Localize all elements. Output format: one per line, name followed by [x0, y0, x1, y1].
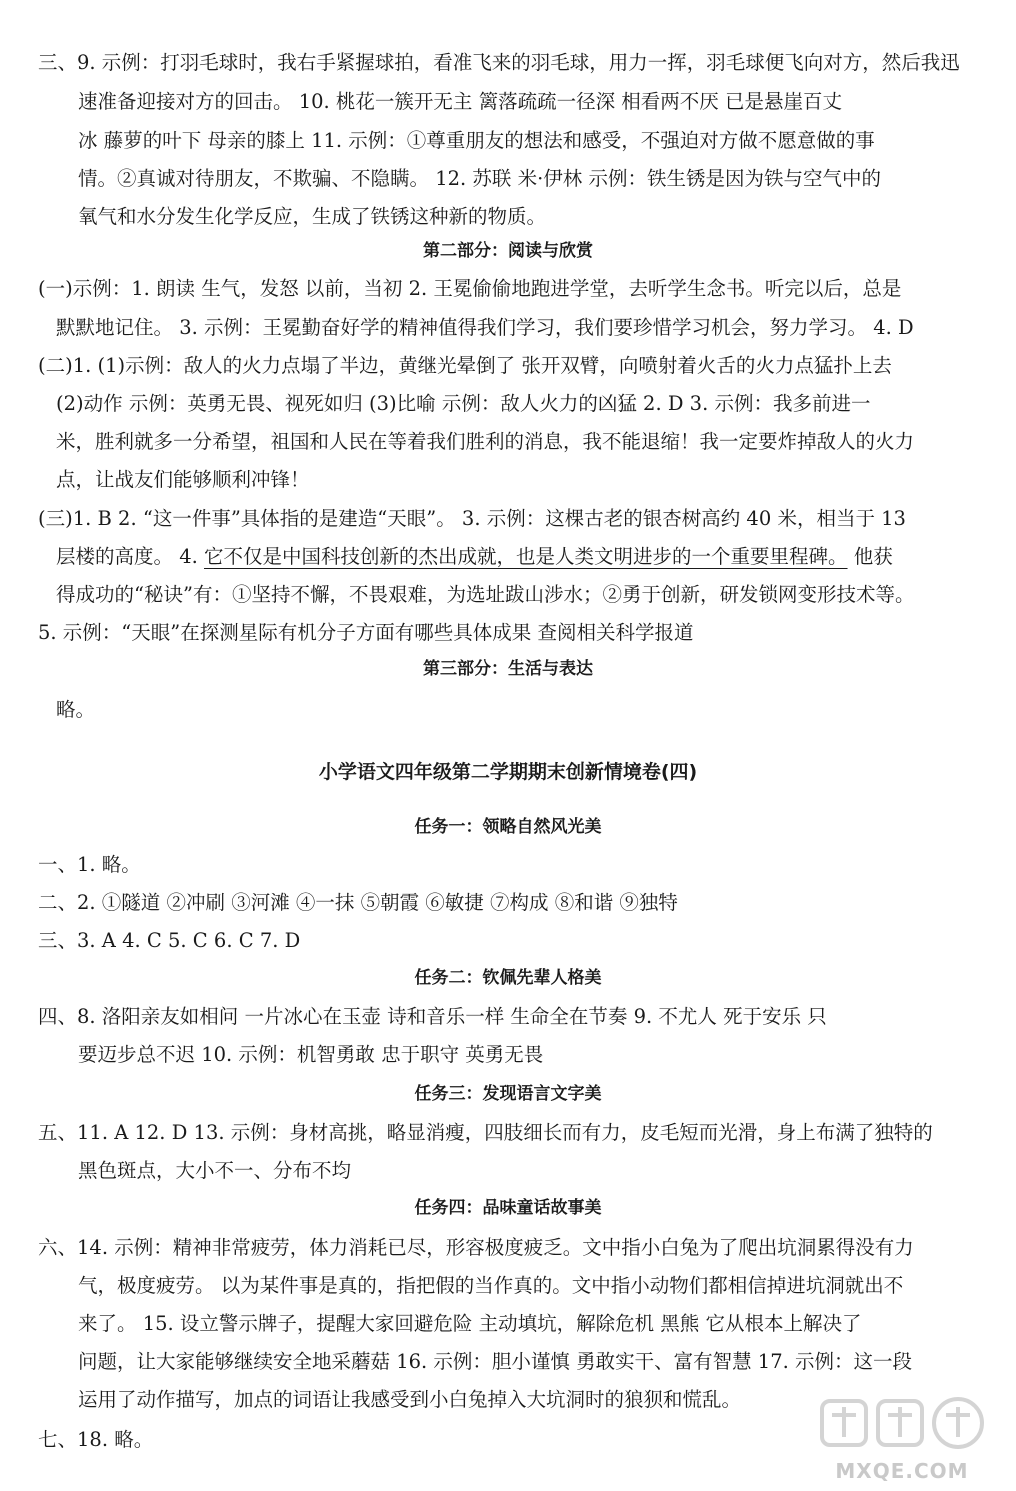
- answer-line: 三、3. A 4. C 5. C 6. C 7. D: [38, 929, 301, 952]
- task-title: 任务一：领略自然风光美: [414, 817, 602, 837]
- task-title: 任务四：品味童话故事美: [414, 1198, 602, 1218]
- answer-line: (二)1. (1)示例：敌人的火力点塌了半边，黄继光晕倒了 张开双臂，向喷射着火舌的火力点猛扑上去: [38, 354, 892, 377]
- answer-line: 略。: [56, 698, 96, 721]
- task-title: 任务二：钦佩先辈人格美: [414, 968, 602, 988]
- answer-line: 黑色斑点，大小不一、分布不均: [78, 1159, 352, 1182]
- answer-line: 来了。 15. 设立警示牌子，提醒大家回避危险 主动填坑，解除危机 黑熊 它从根本上解决了: [78, 1312, 862, 1335]
- answer-line: 七、18. 略。: [38, 1428, 154, 1451]
- answer-line: 点，让战友们能够顺利冲锋！: [56, 468, 310, 491]
- watermark-badge-icon: [812, 1393, 992, 1463]
- answer-line: 二、2. ①隧道 ②冲刷 ③河滩 ④一抹 ⑤朝霞 ⑥敏捷 ⑦构成 ⑧和谐 ⑨独特: [38, 891, 678, 914]
- watermark-logo: [812, 1393, 992, 1483]
- answer-line: (一)示例：1. 朗读 生气，发怒 以前，当初 2. 王冕偷偷地跑进学堂，去听学生念书。听完以后，总是: [38, 277, 902, 300]
- answer-line: 问题，让大家能够继续安全地采蘑菇 16. 示例：胆小谨慎 勇敢实干、富有智慧 17. 示例：这一段: [78, 1350, 913, 1373]
- exam-title: 小学语文四年级第二学期期末创新情境卷(四): [318, 761, 698, 783]
- section-title: 第三部分：生活与表达: [423, 659, 593, 679]
- answer-line: 默默地记住。 3. 示例：王冕勤奋好学的精神值得我们学习，我们要珍惜学习机会，努力学习。 4. D: [56, 316, 914, 339]
- answer-line: 运用了动作描写，加点的词语让我感受到小白兔掉入大坑洞时的狼狈和慌乱。: [78, 1388, 742, 1411]
- answer-line: 速准备迎接对方的回击。 10. 桃花一簇开无主 篱落疏疏一径深 相看两不厌 已是悬崖百丈: [78, 90, 843, 113]
- answer-line: 气，极度疲劳。 以为某件事是真的，指把假的当作真的。文中指小动物们都相信掉进坑洞就出不: [78, 1274, 904, 1297]
- answer-line: 六、14. 示例：精神非常疲劳，体力消耗已尽，形容极度疲乏。文中指小白兔为了爬出坑洞累得没有力: [38, 1236, 914, 1259]
- underlined-answer: 它不仅是中国科技创新的杰出成就，也是人类文明进步的一个重要里程碑。: [204, 545, 848, 568]
- answer-line: [56, 544, 893, 570]
- answer-line: (2)动作 示例：英勇无畏、视死如归 (3)比喻 示例：敌人火力的凶猛 2. D 3. 示例：我多前进一: [56, 392, 871, 415]
- answer-line: 冰 藤萝的叶下 母亲的膝上 11. 示例：①尊重朋友的想法和感受，不强迫对方做不愿意做的事: [78, 129, 875, 152]
- task-title: 任务三：发现语言文字美: [414, 1084, 602, 1104]
- watermark-text: MXQE.COM: [835, 1459, 969, 1483]
- answer-line: 五、11. A 12. D 13. 示例：身材高挑，略显消瘦，四肢细长而有力，皮毛短而光滑，身上布满了独特的: [38, 1121, 933, 1144]
- answer-line: 得成功的“秘诀”有：①坚持不懈，不畏艰难，为选址跋山涉水；②勇于创新，研发锁网变形技术等。: [56, 583, 915, 606]
- answer-line: 情。②真诚对待朋友，不欺骗、不隐瞒。 12. 苏联 米·伊林 示例：铁生锈是因为铁与空气中的: [78, 167, 882, 190]
- answer-line: 氧气和水分发生化学反应，生成了铁锈这种新的物质。: [78, 205, 547, 228]
- answer-line: 5. 示例：“天眼”在探测星际有机分子方面有哪些具体成果 查阅相关科学报道: [38, 621, 694, 644]
- answer-line: 要迈步总不迟 10. 示例：机智勇敢 忠于职守 英勇无畏: [78, 1043, 544, 1066]
- answer-line: 三、9. 示例：打羽毛球时，我右手紧握球拍，看准飞来的羽毛球，用力一挥，羽毛球便飞向对方，然后我迅: [38, 51, 960, 74]
- answer-text: 他获: [847, 545, 893, 568]
- answer-text: 层楼的高度。 4.: [56, 545, 205, 568]
- answer-line: 米，胜利就多一分希望，祖国和人民在等着我们胜利的消息，我不能退缩！我一定要炸掉敌人的火力: [56, 430, 915, 453]
- answer-line: 四、8. 洛阳亲友如相问 一片冰心在玉壶 诗和音乐一样 生命全在节奏 9. 不尤人 死于安乐 只: [38, 1005, 827, 1028]
- section-title: 第二部分：阅读与欣赏: [423, 241, 593, 261]
- answer-line: 一、1. 略。: [38, 853, 141, 876]
- answer-line: (三)1. B 2. “这一件事”具体指的是建造“天眼”。 3. 示例：这棵古老的银杏树高约 40 米，相当于 13: [38, 507, 906, 530]
